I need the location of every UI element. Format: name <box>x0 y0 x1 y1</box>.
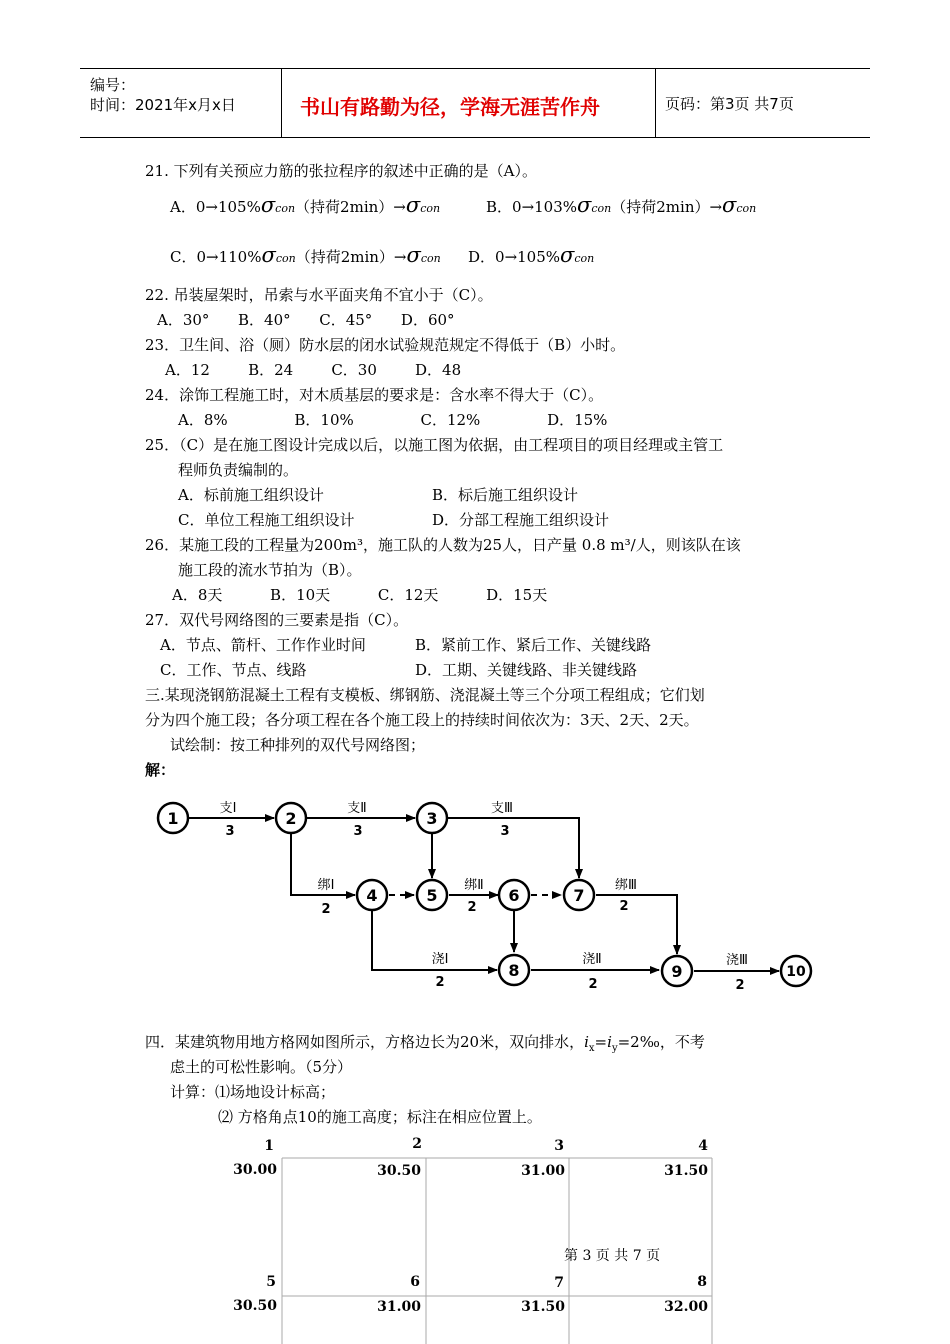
section4-line1: 四．某建筑物用地方格网如图所示，方格边长为20米，双向排水，$i_x=i_y=2‰$，不考 <box>145 1033 705 1054</box>
q24-stem: 24．涂饰工程施工时，对木质基层的要求是：含水率不得大于（C）。 <box>145 386 604 404</box>
grid-point-id: 2 <box>412 1136 422 1152</box>
q27-stem: 27．双代号网络图的三要素是指（C）。 <box>145 611 409 629</box>
subscript: con <box>420 202 441 215</box>
grid-point-id: 4 <box>698 1138 708 1154</box>
q21-option-c <box>170 240 441 274</box>
activity-duration: 2 <box>435 975 445 990</box>
q25-option-c: C．单位工程施工组织设计 <box>178 511 355 529</box>
q21-option-d <box>468 240 594 274</box>
grid-point-id: 6 <box>410 1274 420 1290</box>
activity-name: 浇Ⅰ <box>431 952 449 967</box>
node-label: 2 <box>285 809 297 828</box>
time-label: 时间：2021年x月x日 <box>90 96 236 114</box>
q27-option-c: C．工作、节点、线路 <box>160 661 307 679</box>
grid-point-elev: 30.00 <box>233 1162 277 1178</box>
activity-name: 绑Ⅲ <box>615 878 637 893</box>
option-text: B．0→103% <box>486 198 578 216</box>
subscript: con <box>736 202 757 215</box>
grid-point-elev: 31.00 <box>521 1163 565 1179</box>
grid-point-id: 8 <box>697 1274 707 1290</box>
subscript: con <box>591 202 612 215</box>
node-label: 5 <box>426 886 438 905</box>
sigma-symbol: σ <box>406 243 421 267</box>
grid-point-elev: 31.50 <box>521 1299 565 1315</box>
q27-option-d: D．工期、关键线路、非关键线路 <box>415 661 638 679</box>
activity-name: 浇Ⅱ <box>582 952 602 967</box>
q21-option-a <box>170 190 440 224</box>
node-label: 6 <box>508 886 520 905</box>
activity-duration: 3 <box>500 824 510 839</box>
activity-duration: 3 <box>225 824 235 839</box>
header-divider <box>655 69 656 137</box>
q25-option-a: A．标前施工组织设计 <box>178 486 324 504</box>
grid-point-id: 3 <box>554 1138 564 1154</box>
network-diagram <box>140 790 830 1005</box>
header-divider <box>281 69 282 137</box>
arrow-7-9 <box>596 895 677 954</box>
option-text: A．0→105% <box>170 198 261 216</box>
activity-duration: 2 <box>735 978 745 993</box>
q26-stem: 26．某施工段的工程量为200m³，施工队的人数为25人，日产量 0.8 m³/人，则该队在该 <box>145 536 741 554</box>
activity-name: 支Ⅰ <box>219 801 237 816</box>
node-label: 7 <box>573 886 585 905</box>
var-i: i <box>584 1033 589 1051</box>
q27-option-a: A．节点、箭杆、工作作业时间 <box>160 636 366 654</box>
activity-name: 支Ⅲ <box>491 801 513 816</box>
option-text: D．0→105% <box>468 248 561 266</box>
q22-options: A．30° B．40° C．45° D．60° <box>157 311 455 329</box>
q24-options: A．8% B．10% C．12% D．15% <box>178 411 608 429</box>
activity-duration: 2 <box>619 899 629 914</box>
activity-name: 绑Ⅰ <box>317 878 335 893</box>
section4-text: 四．某建筑物用地方格网如图所示，方格边长为20米，双向排水， <box>145 1033 585 1051</box>
subscript-y: y <box>611 1043 618 1054</box>
activity-duration: 3 <box>353 824 363 839</box>
number-label: 编号： <box>90 76 136 94</box>
q25-option-b: B．标后施工组织设计 <box>432 486 579 504</box>
node-label: 3 <box>426 809 438 828</box>
node-label: 10 <box>786 964 806 980</box>
section4-text: =2‰，不考 <box>617 1033 705 1051</box>
section4-line2: 虑土的可松性影响。（5分） <box>170 1058 353 1076</box>
subscript-x: x <box>588 1043 595 1054</box>
q23-options: A．12 B．24 C．30 D．48 <box>165 361 462 379</box>
activity-duration: 2 <box>588 977 598 992</box>
option-text: （持荷2min）→ <box>611 198 723 216</box>
subscript: con <box>275 202 296 215</box>
activity-name: 支Ⅱ <box>347 801 367 816</box>
grid-point-elev: 31.50 <box>664 1163 708 1179</box>
grid-point-elev: 30.50 <box>377 1163 421 1179</box>
grid-point-id: 5 <box>266 1274 276 1290</box>
q21-stem: 21. 下列有关预应力筋的张拉程序的叙述中正确的是（A）。 <box>145 162 537 180</box>
activity-duration: 2 <box>467 900 477 915</box>
option-text: （持荷2min）→ <box>295 248 407 266</box>
header-meta <box>90 75 236 115</box>
grid-point-elev: 31.00 <box>377 1299 421 1315</box>
node-label: 4 <box>366 886 378 905</box>
answer-label: 解： <box>145 761 176 779</box>
section3-line1: 三.某现浇钢筋混凝土工程有支模板、绑钢筋、浇混凝土等三个分项工程组成；它们划 <box>145 686 705 704</box>
sigma-symbol: σ <box>577 193 592 217</box>
q25-stem: 25．（C）是在施工图设计完成以后，以施工图为依据，由工程项目的项目经理或主管工 <box>145 436 724 454</box>
subscript: con <box>420 252 441 265</box>
activity-name: 绑Ⅱ <box>464 878 484 893</box>
grid-point-elev: 30.50 <box>233 1298 277 1314</box>
activity-duration: 2 <box>321 902 331 917</box>
q22-stem: 22. 吊装屋架时，吊索与水平面夹角不宜小于（C）。 <box>145 286 493 304</box>
section3-line3: 试绘制：按工种排列的双代号网络图； <box>170 736 426 754</box>
arrow-3-7 <box>448 818 579 878</box>
square-grid <box>230 1130 730 1344</box>
q21-option-b <box>486 190 756 224</box>
footer-page-number: 第 3 页 共 7 页 <box>564 1248 661 1264</box>
option-text: C．0→110% <box>170 248 262 266</box>
section3-line2: 分为四个施工段；各分项工程在各个施工段上的持续时间依次为：3天、2天、2天。 <box>145 711 699 729</box>
q23-stem: 23．卫生间、浴（厕）防水层的闭水试验规范规定不得低于（B）小时。 <box>145 336 626 354</box>
q26-stem-cont: 施工段的流水节拍为（B）。 <box>178 561 362 579</box>
sigma-symbol: σ <box>405 193 421 217</box>
document-header <box>80 68 870 138</box>
grid-point-elev: 32.00 <box>664 1299 708 1315</box>
header-page-info: 页码：第3页 共7页 <box>665 95 794 113</box>
node-label: 9 <box>671 962 683 981</box>
node-label: 8 <box>508 961 520 980</box>
option-text: （持荷2min）→ <box>295 198 406 216</box>
grid-point-id: 1 <box>264 1138 274 1154</box>
subscript: con <box>275 252 296 265</box>
q26-options: A．8天 B．10天 C．12天 D．15天 <box>172 586 548 604</box>
sigma-symbol: σ <box>722 193 737 217</box>
section4-line3: 计算：⑴场地设计标高； <box>170 1083 336 1101</box>
grid-point-id: 7 <box>554 1275 564 1291</box>
sigma-symbol: σ <box>560 243 575 267</box>
q25-option-d: D．分部工程施工组织设计 <box>432 511 610 529</box>
section4-line4: ⑵ 方格角点10的施工高度；标注在相应位置上。 <box>218 1108 542 1126</box>
q25-stem-cont: 程师负责编制的。 <box>178 461 299 479</box>
header-motto: 书山有路勤为径，学海无涯苦作舟 <box>300 95 600 119</box>
var-i: i <box>607 1033 612 1051</box>
activity-name: 浇Ⅲ <box>726 953 748 968</box>
node-label: 1 <box>167 809 179 828</box>
sigma-symbol: σ <box>261 243 276 267</box>
sigma-symbol: σ <box>260 193 276 217</box>
subscript: con <box>574 252 595 265</box>
q27-option-b: B．紧前工作、紧后工作、关键线路 <box>415 636 652 654</box>
